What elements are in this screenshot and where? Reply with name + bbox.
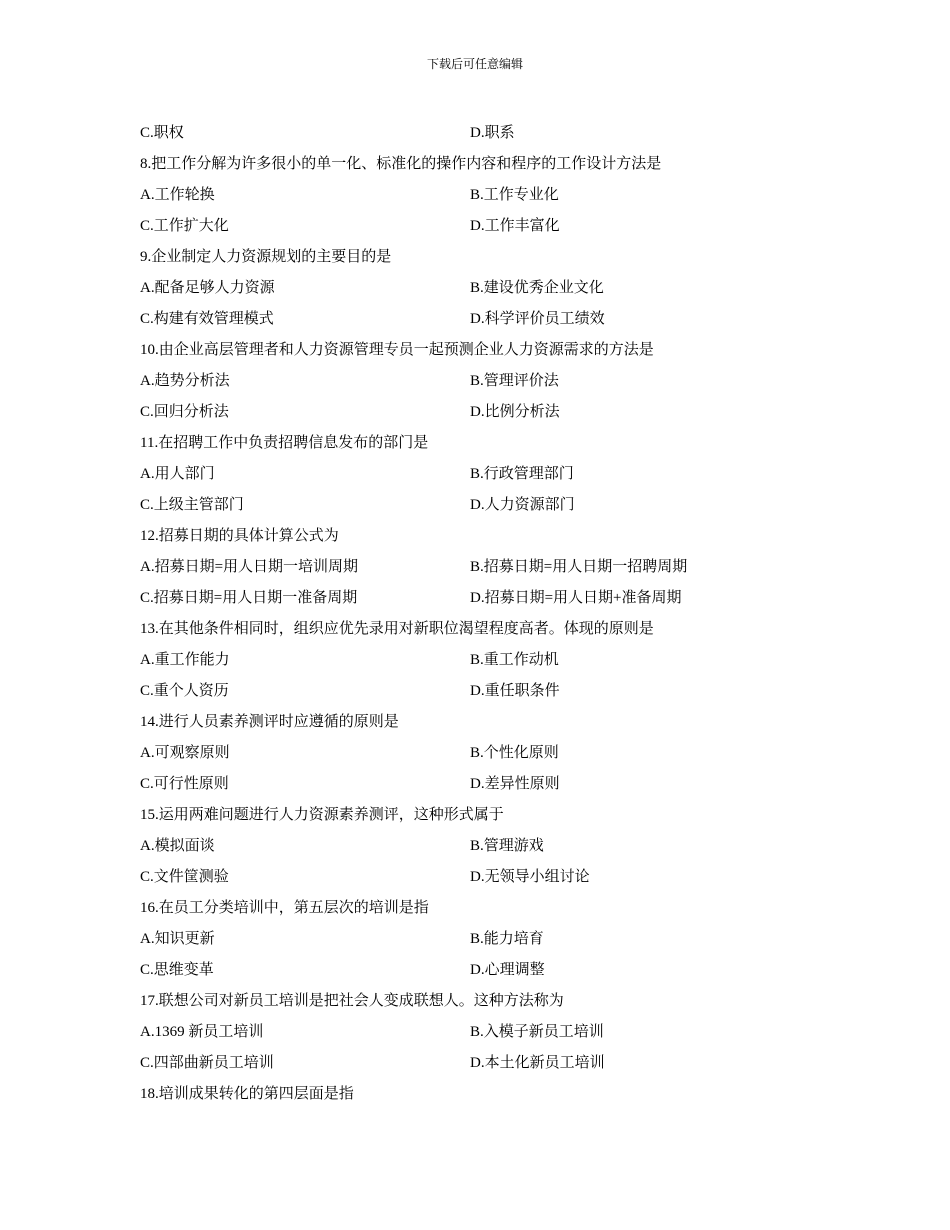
- question-list: [140, 118, 840, 1110]
- option-left: C.职权: [140, 125, 184, 141]
- option-right: B.管理游戏: [470, 838, 544, 854]
- option-right: D.心理调整: [470, 962, 545, 978]
- option-left: A.可观察原则: [140, 745, 230, 761]
- option-right: D.比例分析法: [470, 404, 560, 420]
- option-right: D.招募日期=用人日期+准备周期: [470, 590, 682, 606]
- question-stem: 8.把工作分解为许多很小的单一化、标准化的操作内容和程序的工作设计方法是: [140, 156, 662, 172]
- option-left: A.知识更新: [140, 931, 215, 947]
- option-left: C.工作扩大化: [140, 218, 229, 234]
- option-right: D.科学评价员工绩效: [470, 311, 605, 327]
- option-left: C.可行性原则: [140, 776, 229, 792]
- question-stem: 14.进行人员素养测评时应遵循的原则是: [140, 714, 399, 730]
- option-row: [140, 862, 840, 893]
- option-right: D.无领导小组讨论: [470, 869, 590, 885]
- option-row: [140, 769, 840, 800]
- option-left: C.重个人资历: [140, 683, 229, 699]
- option-right: B.管理评价法: [470, 373, 559, 389]
- question-stem: 12.招募日期的具体计算公式为: [140, 528, 339, 544]
- question-stem: 17.联想公司对新员工培训是把社会人变成联想人。这种方法称为: [140, 993, 564, 1009]
- option-row: [140, 366, 840, 397]
- question-stem: 16.在员工分类培训中，第五层次的培训是指: [140, 900, 429, 916]
- option-right: B.入模子新员工培训: [470, 1024, 604, 1040]
- option-right: B.工作专业化: [470, 187, 559, 203]
- option-row: [140, 459, 840, 490]
- option-right: B.行政管理部门: [470, 466, 574, 482]
- option-left: A.趋势分析法: [140, 373, 230, 389]
- option-left: A.用人部门: [140, 466, 215, 482]
- option-row: [140, 955, 840, 986]
- option-right: B.招募日期=用人日期一招聘周期: [470, 559, 688, 575]
- option-row: [140, 831, 840, 862]
- option-left: A.1369 新员工培训: [140, 1024, 264, 1040]
- option-left: A.招募日期=用人日期一培训周期: [140, 559, 359, 575]
- option-row: [140, 924, 840, 955]
- question-stem: 11.在招聘工作中负责招聘信息发布的部门是: [140, 435, 429, 451]
- question-stem: 10.由企业高层管理者和人力资源管理专员一起预测企业人力资源需求的方法是: [140, 342, 654, 358]
- option-right: D.工作丰富化: [470, 218, 560, 234]
- question-stem: 9.企业制定人力资源规划的主要目的是: [140, 249, 392, 265]
- option-right: D.人力资源部门: [470, 497, 575, 513]
- option-right: D.职系: [470, 125, 515, 141]
- option-row: [140, 273, 840, 304]
- option-row: [140, 583, 840, 614]
- option-left: A.工作轮换: [140, 187, 215, 203]
- option-right: B.能力培育: [470, 931, 544, 947]
- option-row: [140, 180, 840, 211]
- question-stem: 13.在其他条件相同时，组织应优先录用对新职位渴望程度高者。体现的原则是: [140, 621, 654, 637]
- option-left: C.上级主管部门: [140, 497, 244, 513]
- question-stem: 15.运用两难问题进行人力资源素养测评，这种形式属于: [140, 807, 504, 823]
- option-row: [140, 1017, 840, 1048]
- option-left: C.构建有效管理模式: [140, 311, 274, 327]
- option-row: [140, 645, 840, 676]
- option-right: B.重工作动机: [470, 652, 559, 668]
- option-row: [140, 304, 840, 335]
- option-row: [140, 490, 840, 521]
- option-row: [140, 552, 840, 583]
- option-right: D.本土化新员工培训: [470, 1055, 605, 1071]
- option-row: [140, 118, 840, 149]
- option-left: A.模拟面谈: [140, 838, 215, 854]
- page-header: 下载后可任意编辑: [426, 57, 523, 71]
- option-left: C.文件筐测验: [140, 869, 229, 885]
- option-right: B.建设优秀企业文化: [470, 280, 604, 296]
- option-left: C.思维变革: [140, 962, 214, 978]
- option-row: [140, 738, 840, 769]
- option-row: [140, 211, 840, 242]
- option-row: [140, 1048, 840, 1079]
- option-row: [140, 397, 840, 428]
- option-left: C.回归分析法: [140, 404, 229, 420]
- question-stem: 18.培训成果转化的第四层面是指: [140, 1086, 354, 1102]
- option-row: [140, 676, 840, 707]
- option-right: D.重任职条件: [470, 683, 560, 699]
- option-left: C.四部曲新员工培训: [140, 1055, 274, 1071]
- option-left: A.重工作能力: [140, 652, 230, 668]
- option-right: D.差异性原则: [470, 776, 560, 792]
- option-left: A.配备足够人力资源: [140, 280, 275, 296]
- option-right: B.个性化原则: [470, 745, 559, 761]
- option-left: C.招募日期=用人日期一准备周期: [140, 590, 358, 606]
